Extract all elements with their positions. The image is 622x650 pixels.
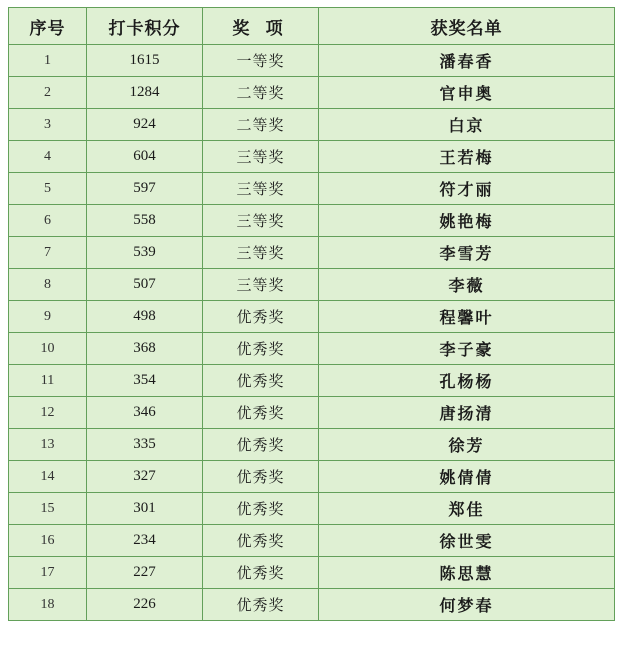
cell-prize: 优秀奖 xyxy=(203,493,319,525)
table-row xyxy=(9,301,615,333)
cell-score: 1284 xyxy=(87,77,203,109)
cell-index: 11 xyxy=(9,365,87,397)
cell-score: 301 xyxy=(87,493,203,525)
cell-name: 官申奥 xyxy=(319,77,615,109)
table-row xyxy=(9,493,615,525)
table-row xyxy=(9,237,615,269)
cell-prize: 三等奖 xyxy=(203,237,319,269)
cell-index: 18 xyxy=(9,589,87,621)
table-row xyxy=(9,141,615,173)
column-header-index: 序号 xyxy=(9,8,87,45)
cell-index: 1 xyxy=(9,45,87,77)
cell-prize: 优秀奖 xyxy=(203,557,319,589)
cell-score: 226 xyxy=(87,589,203,621)
cell-prize: 优秀奖 xyxy=(203,333,319,365)
table-header xyxy=(9,8,615,45)
cell-score: 1615 xyxy=(87,45,203,77)
table-row xyxy=(9,109,615,141)
cell-prize: 二等奖 xyxy=(203,109,319,141)
cell-name: 陈思慧 xyxy=(319,557,615,589)
cell-prize: 优秀奖 xyxy=(203,397,319,429)
cell-name: 徐世雯 xyxy=(319,525,615,557)
cell-index: 12 xyxy=(9,397,87,429)
cell-score: 327 xyxy=(87,461,203,493)
column-header-name: 获奖名单 xyxy=(319,8,615,45)
cell-prize: 优秀奖 xyxy=(203,589,319,621)
cell-score: 346 xyxy=(87,397,203,429)
cell-name: 徐芳 xyxy=(319,429,615,461)
table-row xyxy=(9,397,615,429)
cell-index: 16 xyxy=(9,525,87,557)
cell-index: 9 xyxy=(9,301,87,333)
cell-index: 13 xyxy=(9,429,87,461)
cell-index: 14 xyxy=(9,461,87,493)
cell-prize: 一等奖 xyxy=(203,45,319,77)
cell-index: 5 xyxy=(9,173,87,205)
cell-score: 539 xyxy=(87,237,203,269)
cell-index: 6 xyxy=(9,205,87,237)
cell-index: 8 xyxy=(9,269,87,301)
cell-score: 924 xyxy=(87,109,203,141)
cell-prize: 三等奖 xyxy=(203,205,319,237)
cell-score: 234 xyxy=(87,525,203,557)
cell-name: 姚倩倩 xyxy=(319,461,615,493)
cell-index: 3 xyxy=(9,109,87,141)
column-header-prize: 奖 项 xyxy=(203,8,319,45)
cell-prize: 优秀奖 xyxy=(203,429,319,461)
cell-name: 何梦春 xyxy=(319,589,615,621)
cell-index: 2 xyxy=(9,77,87,109)
cell-name: 白京 xyxy=(319,109,615,141)
table-row xyxy=(9,173,615,205)
cell-index: 10 xyxy=(9,333,87,365)
cell-score: 498 xyxy=(87,301,203,333)
table-row xyxy=(9,461,615,493)
column-header-score: 打卡积分 xyxy=(87,8,203,45)
table-row xyxy=(9,45,615,77)
cell-name: 潘春香 xyxy=(319,45,615,77)
table-row xyxy=(9,429,615,461)
cell-index: 15 xyxy=(9,493,87,525)
table-row xyxy=(9,365,615,397)
table-row xyxy=(9,589,615,621)
cell-name: 李雪芳 xyxy=(319,237,615,269)
cell-score: 227 xyxy=(87,557,203,589)
award-list-table xyxy=(8,7,615,621)
table-header-row xyxy=(9,8,615,45)
cell-prize: 优秀奖 xyxy=(203,461,319,493)
cell-score: 558 xyxy=(87,205,203,237)
cell-name: 姚艳梅 xyxy=(319,205,615,237)
cell-score: 507 xyxy=(87,269,203,301)
cell-name: 程馨叶 xyxy=(319,301,615,333)
cell-name: 李薇 xyxy=(319,269,615,301)
table-row xyxy=(9,525,615,557)
table-row xyxy=(9,333,615,365)
cell-score: 354 xyxy=(87,365,203,397)
cell-index: 17 xyxy=(9,557,87,589)
table-row xyxy=(9,205,615,237)
cell-name: 王若梅 xyxy=(319,141,615,173)
cell-name: 符才丽 xyxy=(319,173,615,205)
cell-prize: 三等奖 xyxy=(203,173,319,205)
cell-prize: 优秀奖 xyxy=(203,525,319,557)
cell-prize: 三等奖 xyxy=(203,269,319,301)
cell-index: 7 xyxy=(9,237,87,269)
cell-score: 368 xyxy=(87,333,203,365)
cell-score: 597 xyxy=(87,173,203,205)
table-row xyxy=(9,557,615,589)
cell-prize: 二等奖 xyxy=(203,77,319,109)
cell-name: 唐扬清 xyxy=(319,397,615,429)
table-row xyxy=(9,269,615,301)
cell-score: 335 xyxy=(87,429,203,461)
cell-prize: 三等奖 xyxy=(203,141,319,173)
table-body xyxy=(9,45,615,621)
table-row xyxy=(9,77,615,109)
cell-name: 郑佳 xyxy=(319,493,615,525)
cell-prize: 优秀奖 xyxy=(203,301,319,333)
cell-index: 4 xyxy=(9,141,87,173)
cell-score: 604 xyxy=(87,141,203,173)
cell-name: 李子豪 xyxy=(319,333,615,365)
cell-prize: 优秀奖 xyxy=(203,365,319,397)
cell-name: 孔杨杨 xyxy=(319,365,615,397)
